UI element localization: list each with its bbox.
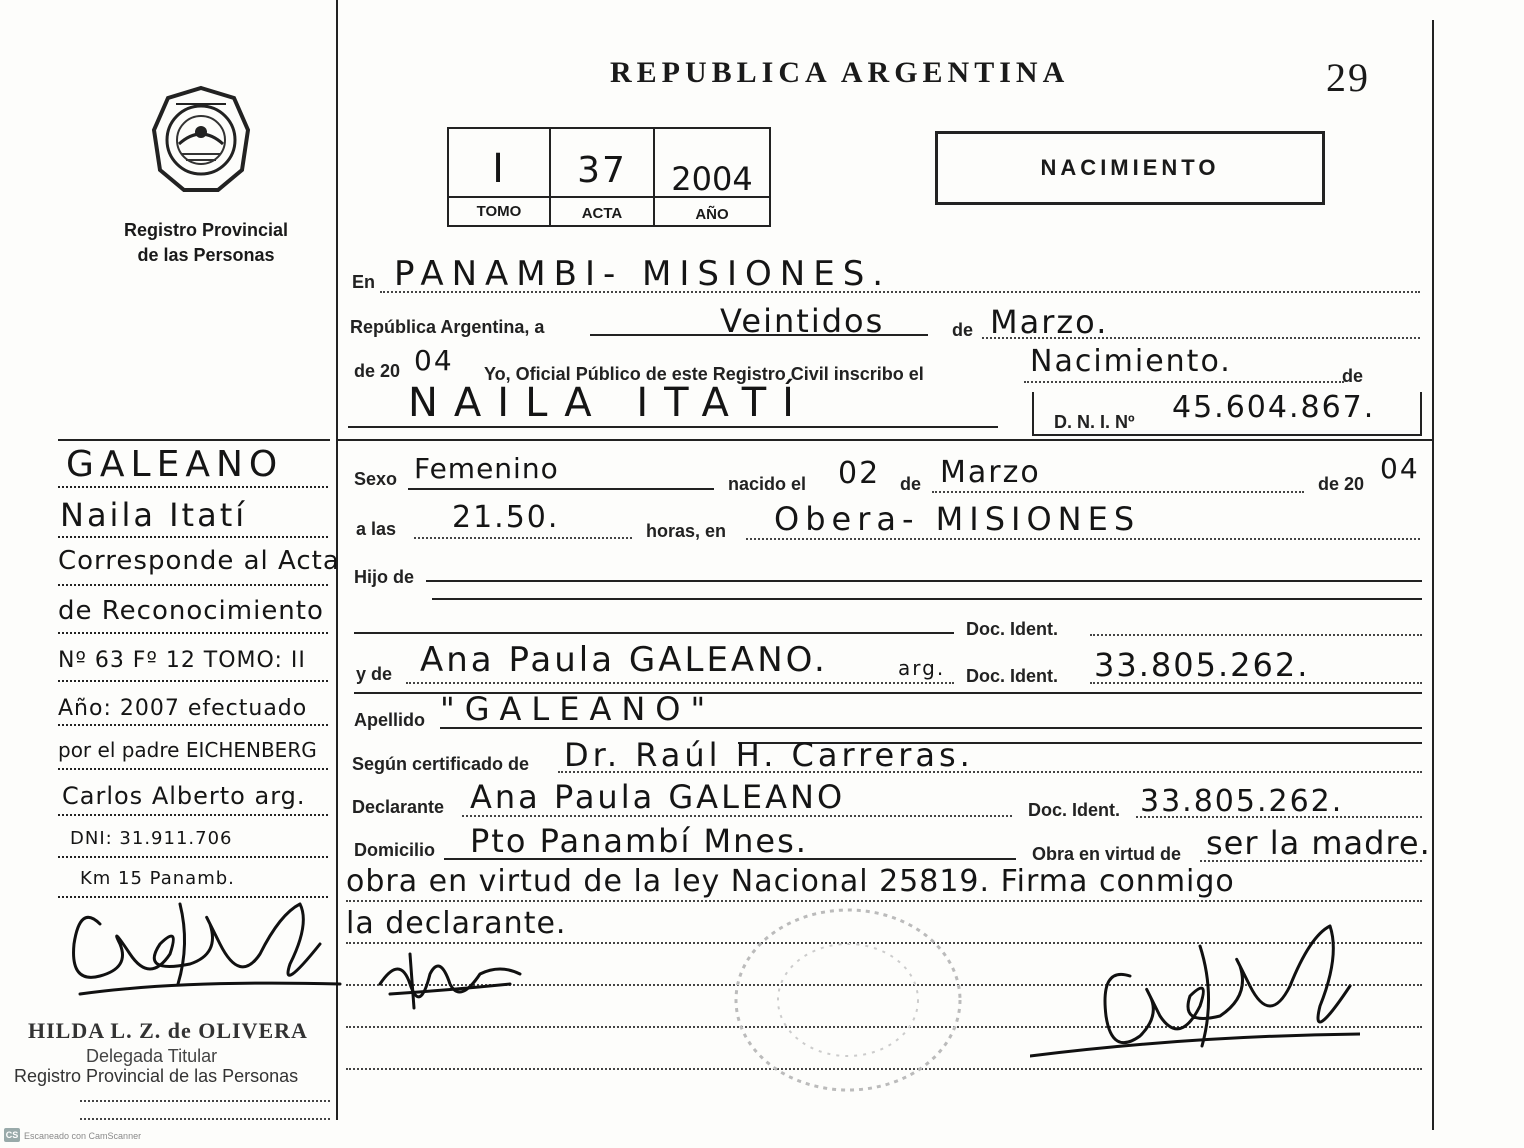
- sexo-label: Sexo: [354, 469, 398, 489]
- hora-line: [414, 537, 632, 539]
- official-stamp-name: HILDA L. Z. de OLIVERA: [28, 1018, 308, 1043]
- faint-round-stamp-icon: [728, 900, 968, 1100]
- margin-top-line: [58, 439, 330, 441]
- margin-line-5: Nº 63 Fº 12 TOMO: II: [58, 648, 306, 673]
- country-title: REPUBLICA ARGENTINA: [610, 56, 1070, 89]
- birth-year-suffix: 04: [1380, 452, 1420, 485]
- horas-label: horas, en: [646, 521, 727, 541]
- margin-rule-1: [58, 486, 328, 488]
- mother-doc: 33.805.262.: [1094, 646, 1310, 684]
- margin-rule-2: [58, 536, 328, 538]
- father-line-2: [432, 598, 1422, 600]
- de-label-3: de: [900, 474, 922, 494]
- margin-rule-6: [58, 724, 328, 726]
- margin-signature-icon: [60, 884, 350, 1014]
- tomo-label: TOMO: [476, 203, 522, 220]
- anio-label: AÑO: [695, 206, 729, 223]
- father-line-3: [354, 632, 954, 634]
- folio-number: 29: [1326, 55, 1370, 100]
- obra-value: ser la madre.: [1206, 824, 1431, 862]
- obra-label: Obra en virtud de: [1032, 844, 1182, 864]
- declarant-signature-icon: [1030, 916, 1360, 1066]
- declarante-doc: 33.805.262.: [1140, 784, 1344, 819]
- oficial-text: Yo, Oficial Público de este Registro Civil inscribo el: [484, 364, 924, 384]
- hijo-label: Hijo de: [354, 567, 415, 587]
- margin-rule-4: [58, 632, 328, 634]
- margin-line-1: GALEANO: [66, 444, 284, 485]
- official-stamp-role: Delegada Titular: [86, 1046, 218, 1066]
- acta-value: 37: [577, 150, 627, 191]
- sexo-value: Femenino: [414, 452, 559, 485]
- provincial-seal-icon: [146, 84, 256, 196]
- type-label: NACIMIENTO: [1040, 155, 1220, 180]
- scanner-badge-icon: CS: [5, 1130, 19, 1140]
- margin-rule-3: [58, 584, 328, 586]
- stamp-rule-2: [80, 1118, 330, 1120]
- sexo-line: [408, 488, 714, 490]
- note-line-1: obra en virtud de la ley Nacional 25819. Firma conmigo: [346, 864, 1235, 899]
- anio-value: 2004: [671, 160, 753, 198]
- declarante-value: Ana Paula GALEANO: [470, 778, 846, 816]
- margin-line-2: Naila Itatí: [60, 496, 248, 534]
- dni-value: 45.604.867.: [1172, 390, 1376, 425]
- year-prefix: [354, 361, 400, 382]
- day-value: Veintidos: [720, 302, 885, 340]
- en-label: En: [352, 272, 376, 292]
- domicilio-value: Pto Panambí Mnes.: [470, 822, 808, 860]
- registry-line-2: de las Personas: [137, 245, 275, 265]
- hora-value: 21.50.: [452, 500, 560, 535]
- de-label: de: [952, 320, 974, 340]
- month-value: Marzo.: [990, 303, 1109, 341]
- name-line: [348, 426, 998, 428]
- de-label-2: de: [1342, 366, 1364, 386]
- birth-place: Obera- MISIONES: [774, 500, 1141, 538]
- margin-line-6: Año: 2007 efectuado: [58, 696, 308, 721]
- official-stamp-org: Registro Provincial de las Personas: [14, 1066, 299, 1086]
- margin-rule-8: [58, 814, 328, 816]
- father-doc-line: [1090, 634, 1422, 636]
- birth-day: 02: [838, 456, 881, 491]
- margin-line-8: Carlos Alberto arg.: [62, 782, 306, 810]
- doc-label-1: Doc. Ident.: [966, 619, 1059, 639]
- birth-year-prefix: de 20: [1318, 474, 1365, 494]
- obra-line: [1200, 860, 1422, 862]
- republica-label: República Argentina, a: [350, 317, 545, 337]
- stamp-rule-1: [80, 1100, 330, 1102]
- year-prefix-text: de 20: [354, 361, 401, 381]
- margin-rule-7: [58, 768, 328, 770]
- doc-label-2: Doc. Ident.: [966, 666, 1059, 686]
- official-signature-icon: [370, 944, 530, 1014]
- birth-month: Marzo: [940, 455, 1041, 490]
- margin-line-9: DNI: 31.911.706: [70, 828, 233, 849]
- declarante-doc-line: [1136, 816, 1422, 818]
- nacido-label: nacido el: [728, 474, 807, 494]
- margin-line-3: Corresponde al Acta: [58, 546, 340, 576]
- margin-line-10: Km 15 Panamb.: [80, 868, 235, 889]
- margin-rule-9: [58, 856, 328, 858]
- margin-line-7: por el padre EICHENBERG: [58, 738, 317, 762]
- year-suffix: 04: [414, 344, 454, 377]
- right-frame-line: [1432, 20, 1434, 1130]
- margin-line-4: de Reconocimiento: [58, 596, 324, 626]
- registry-line-1: Registro Provincial: [123, 220, 289, 240]
- declarante-label: Declarante: [352, 797, 445, 817]
- doc-label-3: Doc. Ident.: [1028, 800, 1121, 820]
- act-type-value: Nacimiento.: [1030, 344, 1232, 379]
- certificado-label: Según certificado de: [352, 754, 530, 774]
- apellido-value: "GALEANO": [440, 690, 716, 728]
- tomo-value: I: [492, 146, 506, 192]
- acta-label: ACTA: [581, 205, 623, 222]
- certificado-value: Dr. Raúl H. Carreras.: [564, 736, 974, 774]
- place-value: PANAMBI- MISIONES.: [394, 254, 892, 294]
- apellido-label: Apellido: [354, 710, 425, 730]
- note-line-2: la declarante.: [346, 906, 567, 941]
- father-line-1: [426, 580, 1422, 582]
- yde-label: y de: [356, 664, 393, 684]
- mother-nationality: arg.: [898, 656, 946, 680]
- registry-name: [88, 218, 324, 268]
- mother-name: Ana Paula GALEANO.: [420, 640, 828, 680]
- margin-rule-5: [58, 680, 328, 682]
- form-top-line: [338, 439, 1432, 441]
- birth-month-line: [932, 491, 1304, 493]
- mother-line: [406, 682, 954, 684]
- child-name: NAILA ITATÍ: [408, 380, 810, 426]
- alas-label: a las: [356, 519, 397, 539]
- birth-place-line: [746, 538, 1420, 540]
- domicilio-label: Domicilio: [354, 840, 436, 860]
- dni-label: D. N. I. Nº: [1054, 412, 1135, 432]
- act-type-line: [1024, 381, 1344, 383]
- scanner-watermark: Escaneado con CamScanner: [24, 1131, 142, 1141]
